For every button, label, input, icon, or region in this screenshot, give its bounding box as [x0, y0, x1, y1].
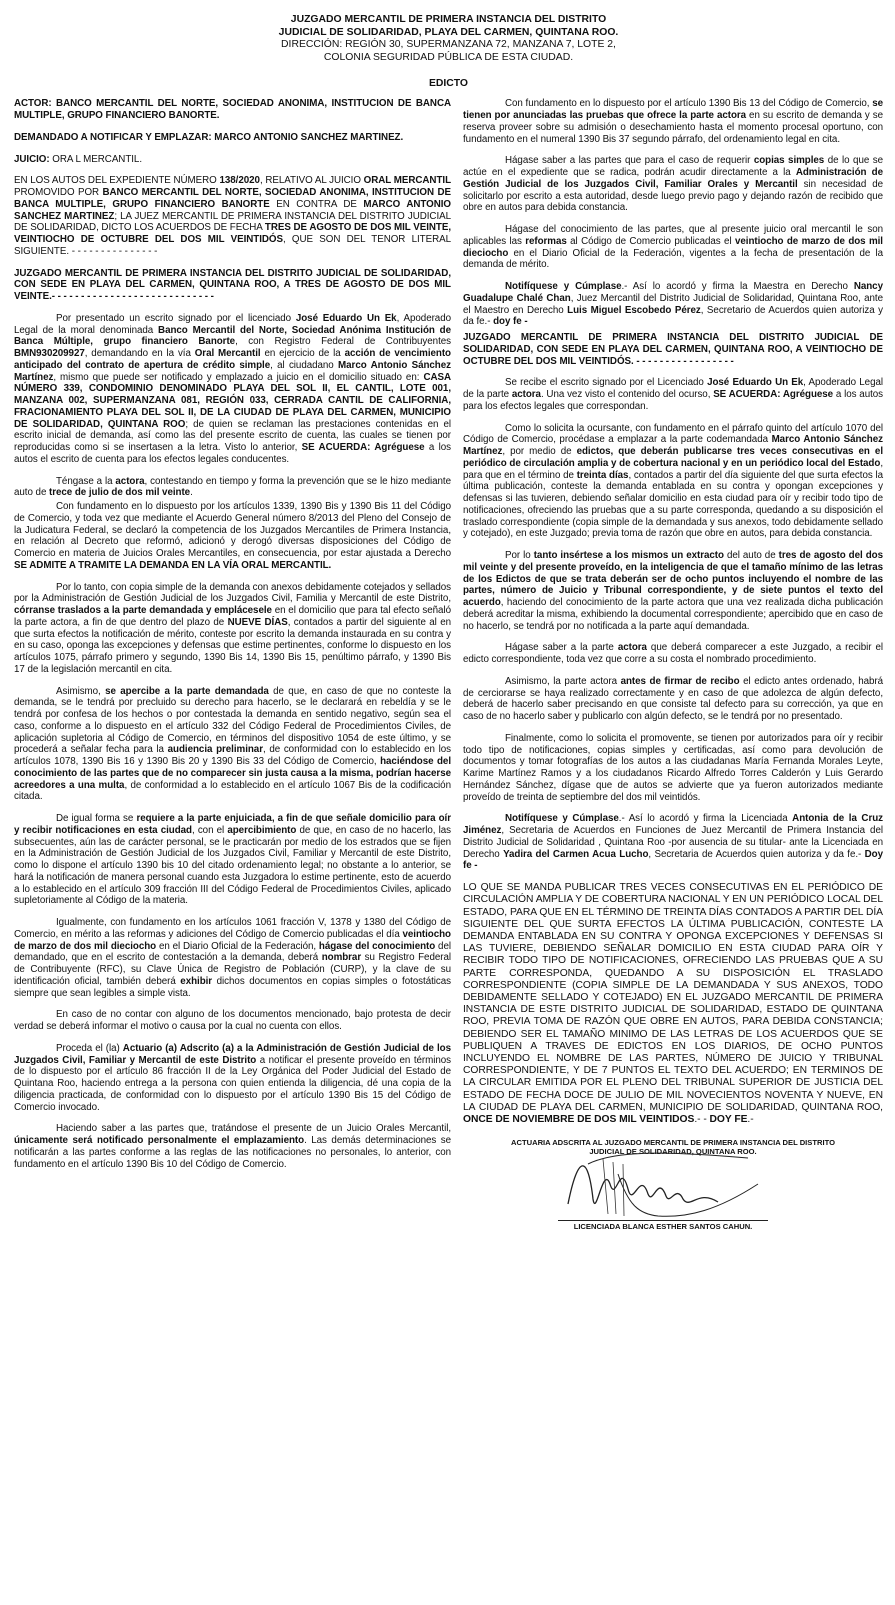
haciendo-paragraph: Haciendo saber a las partes que, tratándose el presente de un Juicio Orales Mercantil, únicamente será notificado personalmente el emplazamiento. Las demás determinaciones se notificarán a las partes conforme a las reglas de las notificaciones no personales, lo anterior, con fundamento en el artículo 1390 Bis 10 del Código de Comercio. [14, 1123, 452, 1170]
signature-block [463, 1138, 883, 1238]
copias-paragraph: Hágase saber a las partes que para el caso de requerir copias simples de lo que se actúe en el expediente que se radica, podrán acudir directamente a la Administración de Gestión Judicial de los Juzgados Civil, Familiar Orales y Mercantil sin necesidad de solicitarlo por escrito a esta autoridad, desde luego previo pago y dejando razón de recibido que obre en autos para debida constancia. [463, 155, 884, 214]
recibe-paragraph: Se recibe el escrito signado por el Licenciado José Eduardo Un Ek, Apoderado Legal de la parte actora. Una vez visto el contenido del ocurso, SE ACUERDA: Agréguese a los autos para los efectos legales que correspondan. [463, 377, 884, 412]
edictos-paragraph: Como lo solicita la ocursante, con fundamento en el párrafo quinto del artículo 1070 del Código de Comercio, procédase a emplazar a la parte codemandada Marco Antonio Sánchez Martínez, por medio de edictos, que deberán publicarse tres veces consecutivas en el periódico de circulación amplia y de cobertura nacional y en un periódico local del Estado, para que en el término de treinta días, contados a partir del día siguiente del que surta efectos la última publicación, conteste la demanda entablada en su contra y opongan excepciones y defensas si las tuvieren, debiendo señalar domicilio en esta ciudad para oír y recibir todo tipo de notificaciones, ofreciendo las pruebas que a su parte corresponda, quedando a su disposición el traslado correspondiente (copia simple de la demandada y sus anexos, todo debidamente sellado y cotejado), en este Juzgado; previa toma de razón que obre en autos, para debida constancia. [463, 422, 883, 540]
autos-paragraph: EN LOS AUTOS DEL EXPEDIENTE NÚMERO 138/2020, RELATIVO AL JUICIO ORAL MERCANTIL PROMOVIDO POR BANCO MERCANTIL DEL NORTE, SOCIEDAD ANONIMA, INSTITUCION DE BANCA MULTIPLE, GRUPO FINANCIERO BANORTE EN CONTRA DE MARCO ANTONIO SANCHEZ MARTINEZ; LA JUEZ MERCANTIL DE PRIMERA INSTANCIA DEL DISTRITO JUDICIAL DE SOLIDARIDAD, DICTO LOS ACUERDOS DE FECHA TRES DE AGOSTO DE DOS MIL VEINTE, VEINTIOCHO DE OCTUBRE DEL DOS MIL VEINTIDÓS, QUE SON DEL TENOR LITERAL SIGUIENTE. - - - - - - - - - - - - - - - [14, 175, 452, 257]
header-address-2: COLONIA SEGURIDAD PÚBLICA DE ESTA CIUDAD. [323, 51, 574, 63]
requiere-paragraph: De igual forma se requiere a la parte enjuiciada, a fin de que señale domicilio para oír y recibir notificaciones en esta ciudad, con el apercibimiento de que, en caso de no hacerlo, las subsecuentes, aún las de carácter personal, se le practicarán por medio de los estrados que se fijen en la Administración de Gestión Judicial de los Juzgados Civil, Familiar y Mercantil de este Distrito, como lo dispone el artículo 1390 bis 10 del citado ordenamiento legal; no obstante a lo anterior, se hará la notificación de manera personal cuando esta Juzgadora lo estime pertinente, esto de acuerdo a lo establecido en el artículo 309 fracción III del Código Federal de Procedimientos Civiles, aplicado supletoriamente al Código de la materia. [14, 813, 452, 907]
header-line-2: JUDICIAL DE SOLIDARIDAD, PLAYA DEL CARMEN, QUINTANA ROO. [278, 26, 619, 38]
caso-paragraph: En caso de no contar con alguno de los documentos mencionado, bajo protesta de decir verdad se deberá informar el motivo o causa por la cual no cuenta con ellos. [14, 1009, 451, 1033]
reformas-paragraph: Hágase del conocimiento de las partes, que al presente juicio oral mercantil le son aplicables las reformas al Código de Comercio publicadas el veintiocho de marzo de dos mil dieciocho en el Diario Oficial de la Federación, vigentes a la fecha de presentación de la demanda de mérito. [463, 224, 883, 271]
comparecer-paragraph: Hágase saber a la parte actora que deberá comparecer a este Juzgado, a recibir el edicto correspondiente, toda vez que corre a su costa el nombrado procedimiento. [463, 642, 884, 666]
notifiquese-paragraph-1: Notifíquese y Cúmplase.- Así lo acordó y firma la Maestra en Derecho Nancy Guadalupe Chalé Chan, Juez Mercantil del Distrito Judicial de Solidaridad, Quintana Roo, ante el Maestro en Derecho Luis Miguel Escobedo Pérez, Secretario de Acuerdos quien autoriza y da fe.- doy fe - [463, 281, 883, 328]
signature-name: LICENCIADA BLANCA ESTHER SANTOS CAHUN. [558, 1220, 768, 1231]
igualmente-paragraph: Igualmente, con fundamento en los artículos 1061 fracción V, 1378 y 1380 del Código de Comercio, en mérito a las reformas y adiciones del Código de Comercio publicadas el día veintiocho de marzo de dos mil dieciocho en el Diario Oficial de la Federación, hágase del conocimiento del demandado, que en el escrito de contestación a la demanda, deberá nombrar su Registro Federal de Contribuyente (RFC), su Clave Única de Registro de Población (CURP), y la clave de su identificación oficial, también deberá exhibir dichos documentos en copias simples o fotostáticas siempre que sean legibles a simple vista. [14, 917, 451, 999]
header-line-1: JUZGADO MERCANTIL DE PRIMERA INSTANCIA DEL DISTRITO [290, 14, 607, 25]
copia-paragraph: Por lo tanto, con copia simple de la demanda con anexos debidamente cotejados y sellados por la Administración de Gestión Judicial de los Juzgados Civil, Familia y Mercantil de este Distrito, córranse traslados a la parte demandada y emplácesele en el domicilio que para tal efecto señaló la parte actora, a fin de que dentro del plazo de NUEVE DÍAS, contados a partir del siguiente al en que surta efectos la notificación de mérito, conteste por escrito la demanda instaurada en su contra y en su caso, oponga las excepciones y defensas que estime pertinentes, conforme lo dispuesto en los artículos 1075, párrafo primero y segundo, 1390 Bis 14, 1390 Bis 15, penúltimo párrafo, y 1390 Bis 17 de la legislación mercantil en cita. [14, 581, 451, 675]
juicio-line: JUICIO: ORA L MERCANTIL. [14, 153, 142, 165]
firmar-paragraph: Asimismo, la parte actora antes de firmar de recibo el edicto antes ordenado, habrá de cerciorarse se haya realizado correctamente y en caso de que adolezca de algún defecto, deberá de hacerlo saber precisando en que consiste tal defecto para su corrección, ya que en caso de no hacerlo saber y publicarlo con algún defecto, se le tendrá por no presentado. [463, 675, 883, 723]
pruebas-paragraph: Con fundamento en lo dispuesto por el artículo 1390 Bis 13 del Código de Comercio, se tienen por anunciadas las pruebas que ofrece la parte actora en su escrito de demanda y se reserva proveer sobre su admisión o desechamiento hasta el momento procesal oportuno, con fundamento en el numeral 1390 Bis 37 segundo párrafo, del ordenamiento legal en cita. [463, 98, 883, 145]
proceda-paragraph: Proceda el (la) Actuario (a) Adscrito (a) a la Administración de Gestión Judicial de los Juzgados Civil, Familiar y Mercantil de este Distrito a notificar el presente proveído en términos de lo dispuesto por el artículo 86 fracción II de la Ley Orgánica del Poder Judicial del Estado de Quintana Roo, haciendo entrega a la persona con quien entienda la diligencia, dé una copia de la diligencia practicada, de conformidad con lo dispuesto por el artículo 1390 Bis 15 del Código de Comercio invocado. [14, 1042, 451, 1113]
document-title: EDICTO [428, 78, 469, 90]
tengase-paragraph: Téngase a la actora, contestando en tiempo y forma la prevención que se le hizo mediante auto de trece de julio de dos mil veinte. [14, 475, 451, 499]
right-column [463, 98, 883, 1238]
autorizados-paragraph: Finalmente, como lo solicita el promovente, se tienen por autorizados para oír y recibir todo tipo de notificaciones, copias simples y certificadas, así como para devolución de documentos y tomar fotografías de los autos a las ciudadanas María Fernanda Morales Leyte, Karime Martínez Ramos y a los ciudadanos Ricardo Alfredo Torres Calderón y Luis Gerardo Hernández Sánchez, dígase que de autos se advierte que ya fueron autorizados mediante proveído de treinta de septiembre del dos mil veintidós. [463, 732, 883, 803]
heading-2020: JUZGADO MERCANTIL DE PRIMERA INSTANCIA DEL DISTRITO JUDICIAL DE SOLIDARIDAD, CON SEDE EN PLAYA DEL CARMEN, QUINTANA ROO, A TRES DE AGOSTO DE DOS MIL VEINTE.- - - - - - - - - - - - - - - - - - - - - - - - - - - - [14, 267, 451, 303]
fundamento-paragraph: Con fundamento en lo dispuesto por los artículos 1339, 1390 Bis y 1390 Bis 11 del Código de Comercio, y toda vez que mediante el Acuerdo General número 8/2013 del Pleno del Consejo de la Judicatura Federal, se declaró la competencia de los Juzgados Mercantiles de Primera Instancia, en relación al Decreto que reformó, adicionó y derogó diversas disposiciones del Código de Comercio en materia de Juicios Orales Mercantiles, en consecuencia, por estar ajustada a Derecho SE ADMITE A TRAMITE LA DEMANDA EN LA VÍA ORAL MERCANTIL. [14, 501, 451, 571]
header-address-1: DIRECCIÓN: REGIÓN 30, SUPERMANZANA 72, MANZANA 7, LOTE 2, [281, 39, 616, 51]
demandado-line: DEMANDADO A NOTIFICAR Y EMPLAZAR: MARCO ANTONIO SANCHEZ MARTINEZ. [14, 131, 404, 143]
presentado-paragraph: Por presentado un escrito signado por el licenciado José Eduardo Un Ek, Apoderado Legal de la moral denominada Banco Mercantil del Norte, Sociedad Anónima Institución de Banca Múltiple, grupo financiero Banorte, con Registro Federal de Contribuyentes BMN930209927, demandando en la vía Oral Mercantil en ejercicio de la acción de vencimiento anticipado del contrato de apertura de crédito simple, al ciudadano Marco Antonio Sánchez Martínez, mismo que puede ser notificado y emplazado a juicio en el domicilio situado en: CASA NÚMERO 339, CONDOMINIO DENOMINADO PLAYA DEL SOL II, EL CANTIL, LOTE 001, MANZANA 002, SUPERMANZANA 081, REGIÓN 033, CERRADA CANTIL DE CALIFORNIA, FRACIONAMIENTO PLAYA DEL SOL II, DE LA CIUDAD DE PLAYA DEL CARMEN, MUNICIPIO DE SOLIDARIDAD, QUINTANA ROO; de quien se reclaman las prestaciones contenidas en el escrito inicial de demanda, así como las del presente escrito de cuenta, las cuales se tienen por reproducidas como si se insertasen a la letra. Visto lo anterior, SE ACUERDA: Agréguese a los autos el escrito de cuenta para los efectos legales conducentes. [14, 312, 452, 465]
actor-line: ACTOR: BANCO MERCANTIL DEL NORTE, SOCIEDAD ANONIMA, INSTITUCION DE BANCA MULTIPLE, GRUPO FINANCIERO BANORTE. [14, 98, 451, 122]
notifiquese-paragraph-2: Notifíquese y Cúmplase.- Así lo acordó y firma la Licenciada Antonia de la Cruz Jiménez, Secretaria de Acuerdos en Funciones de Juez Mercantil de Primera Instancia del Distrito Judicial de Solidaridad , Quintana Roo -por ausencia de su titular- ante la Licenciada en Derecho Yadira del Carmen Acua Lucho, Secretaria de Acuerdos quien autoriza y da fe.- Doy fe - [463, 813, 884, 872]
left-column [14, 98, 451, 1238]
publicar-paragraph: LO QUE SE MANDA PUBLICAR TRES VECES CONSECUTIVAS EN EL PERIÓDICO DE CIRCULACIÓN AMPLIA Y DE COBERTURA NACIONAL Y EN UN PERIÓDICO LOCAL DEL ESTADO, PARA QUE EN EL TÉRMINO DE TREINTA DÍAS CONTADOS A PARTIR DEL DÍA SIGUIENTE DEL QUE SURTA EFECTOS LA ÚLTIMA PUBLICACIÓN, CONTESTE LA DEMANDA ENTABLADA EN SU CONTRA Y OPONGA EXCEPCIONES Y DEFENSAS SI LAS TUVIERE, DEBIENDO SEÑALAR DOMICILIO EN ESTA CIUDAD PARA OÍR Y RECIBIR TODO TIPO DE NOTIFICACIONES, OFRECIENDO LAS PRUEBAS QUE A SU PARTE CORRESPONDA, QUEDANDO A SU DISPOSICIÓN EL TRASLADO CORRESPONDIENTE (COPIA SIMPLE DE LA DEMANDADA Y SUS ANEXOS, TODO DEBIDAMENTE SELLADO Y COTEJADO) EN EL JUZGADO MERCANTIL DE PRIMERA INSTANCIA DE ESTE DISTRITO JUDICIAL DE SOLIDARIDAD, ESTADO DE QUINTANA ROO, PREVIA TOMA DE RAZÓN QUE OBRE EN AUTOS, PARA DEBIDA CONSTANCIA; DEBIENDO SER EL TAMAÑO MINIMO DE LAS LETRAS DE LOS ACUERDOS QUE SE PUBLIQUEN A TRAVES DE EDICTOS EN LOS DIARIOS, DE OCHO PUNTOS INCLUYENDO EL NOMBRE DE LAS PARTES, NÚMERO DE JUICIO Y TRIBUNAL CORRESPONDIENTE, Y DE 7 PUNTOS EL TEXTO DEL ACUERDO; EN TERMINOS DE LA CIRCULAR EMITIDA POR EL PLENO DEL TRIBUNAL SUPERIOR DE JUSTICIA DEL ESTADO DE FECHA DOCE DE JULIO DE MIL NOVECIENTOS NOVENTA Y NUEVE, EN LA CIUDAD DE PLAYA DEL CARMEN, MUNICIPIO DE SOLIDARIDAD, QUINTANA ROO, ONCE DE NOVIEMBRE DE DOS MIL VEINTIDOS.- - DOY FE.- [463, 882, 883, 1125]
signature-title: ACTUARIA ADSCRITA AL JUZGADO MERCANTIL DE PRIMERA INSTANCIA DEL DISTRITO JUDICIAL DE SOLIDARIDAD, QUINTANA ROO. [511, 1138, 835, 1157]
apercibe-paragraph: Asimismo, se apercibe a la parte demandada de que, en caso de que no conteste la demanda, se le tendrá por precluido su derecho para hacerlo, se le declarará en rebeldía y se le tendrá por confesa de los hechos o por contestada la demanda en sentido negativo, según sea el caso, conforme a lo dispuesto en el artículo 332 del Código Federal de Procedimientos Civiles, de aplicación supletoria al Código de Comercio, en términos del dispositivo 1054 de este último, y se procederá a señalar fecha para la audiencia preliminar, de conformidad con lo establecido en los artículos 1078, 1390 Bis 16 y 1390 Bis 20 y 1390 Bis 33 del Código de Comercio, haciéndose del conocimiento de las partes que de no comparecer sin justa causa a la misma, podrían hacerse acreedores a una multa, de conformidad a lo establecido en el artículo 1067 Bis de la codificación citada. [14, 685, 452, 803]
court-header [14, 14, 883, 64]
extracto-paragraph: Por lo tanto insértese a los mismos un extracto del auto de tres de agosto del dos mil veinte y del presente proveído, en la inteligencia de que el tamaño mínimo de las letras de los Edictos de que se trata deberán ser de ocho puntos incluyendo el nombre de las partes, número de Juicio y Tribunal correspondiente, y de siete puntos el texto del acuerdo, haciendo del conocimiento de la parte actora que una vez realizada dicha publicación deberá acreditar la misma, exhibiendo la documental correspondiente; apercibido que en caso de no hacerlo, se tendrá por no notificada a la parte aquí demandada. [463, 550, 883, 632]
handwritten-signature [558, 1144, 778, 1224]
heading-2022: JUZGADO MERCANTIL DE PRIMERA INSTANCIA DEL DISTRITO JUDICIAL DE SOLIDARIDAD, CON SEDE EN PLAYA DEL CARMEN, QUINTANA ROO, A VEINTIOCHO DE OCTUBRE DEL DOS MIL VEINTIDÓS. - - - - - - - - - - - - - - - - - [463, 332, 883, 367]
